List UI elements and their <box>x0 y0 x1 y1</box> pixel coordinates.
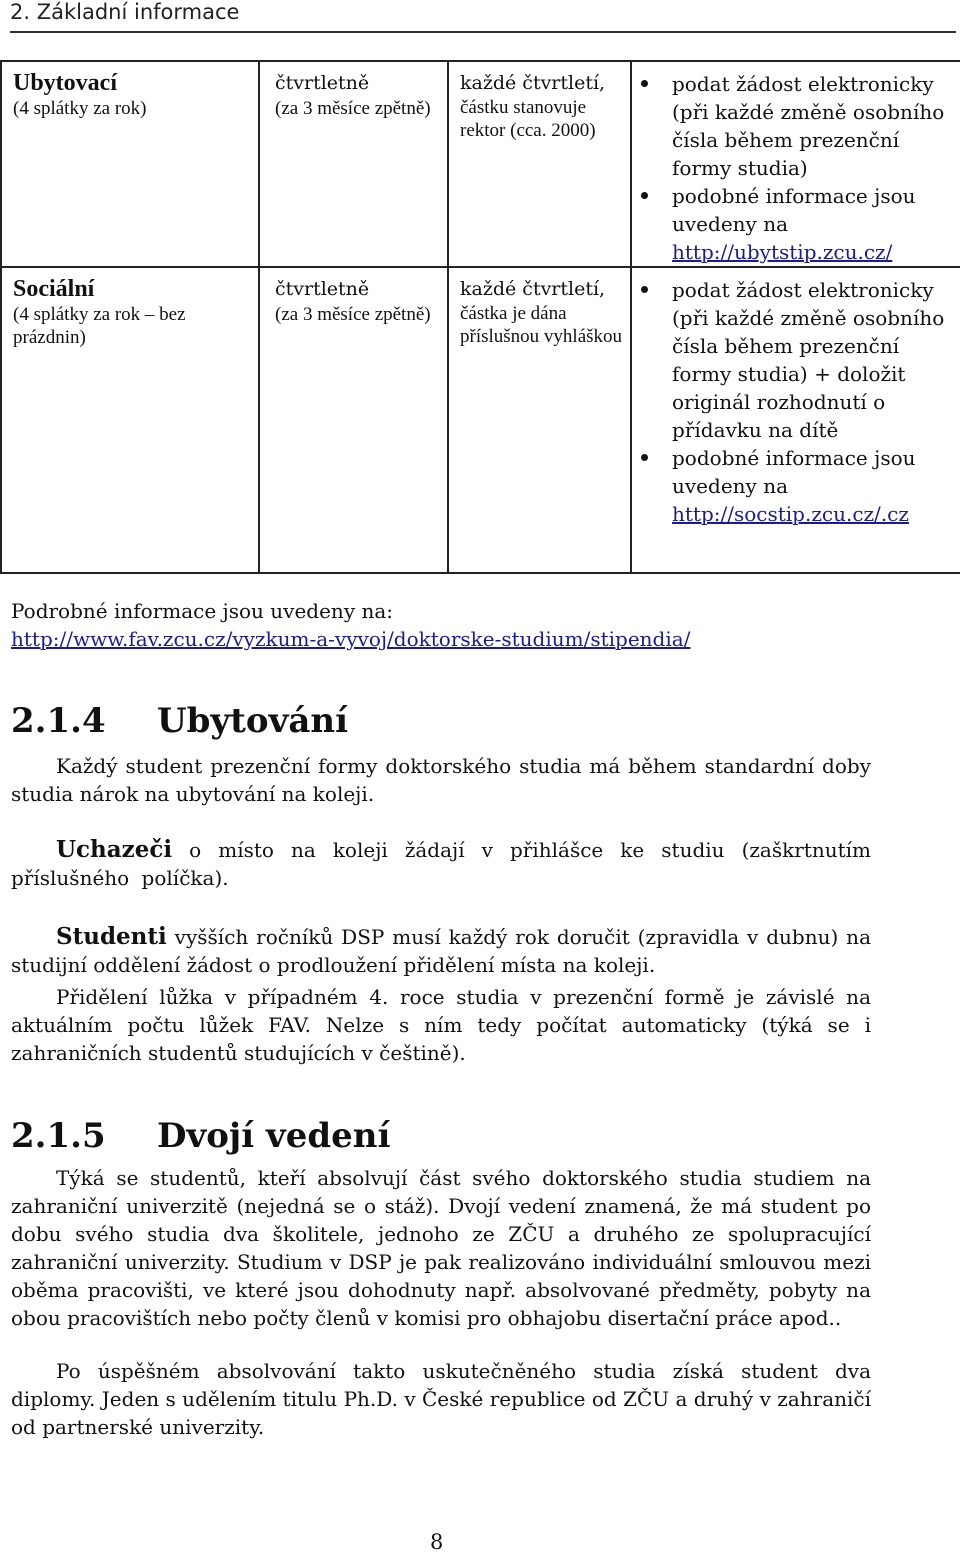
paragraph: Studenti vyšších ročníků DSP musí každý rok doručit (zpravidla v dubnu) na studijní oddělení žádost o prodloužení přidělení místa na koleji. <box>11 923 871 977</box>
frequency-cell <box>259 61 448 267</box>
frequency: čtvrtletně <box>275 278 370 300</box>
emphasis: Studenti <box>56 923 167 950</box>
header-rule <box>10 31 956 33</box>
socstip-link[interactable]: http://socstip.zcu.cz/.cz <box>672 502 909 526</box>
amount-head: každé čtvrtletí, <box>460 72 606 94</box>
amount-cell <box>448 267 631 573</box>
section-heading-dvoji-vedeni <box>11 1116 390 1156</box>
requirement-text: podobné informace jsou uvedeny na <box>672 184 916 236</box>
running-head: 2. Základní informace <box>10 0 240 24</box>
amount-cell <box>448 61 631 267</box>
requirement-text: podat žádost elektronicky (při každé změně osobního čísla během prezenční formy studia) + doložit originál rozhodnutí o přídavku na dítě <box>672 278 945 442</box>
page-number: 8 <box>430 1530 444 1554</box>
bullet-icon <box>641 286 648 293</box>
section-heading-ubytovani <box>11 701 348 741</box>
amount-head: každé čtvrtletí, <box>460 278 606 300</box>
more-info <box>11 597 871 653</box>
list-item <box>632 444 954 528</box>
stipend-name-cell <box>1 61 259 267</box>
requirement-text: podobné informace jsou uvedeny na <box>672 446 916 498</box>
bullet-icon <box>641 454 648 461</box>
section-number: 2.1.4 <box>11 701 106 741</box>
list-item <box>632 182 954 266</box>
bullet-icon <box>641 80 648 87</box>
paragraph: Přidělení lůžka v případném 4. roce studia v prezenční formě je závislé na aktuálním počtu lůžek FAV. Nelze s ním tedy počítat automaticky (týká se i zahraničních studentů studujících v češtině). <box>11 985 871 1065</box>
stipend-name: Ubytovací <box>13 70 117 96</box>
requirement-text: podat žádost elektronicky (při každé změně osobního čísla během prezenční formy studia) <box>672 72 945 180</box>
ubytstip-link[interactable]: http://ubytstip.zcu.cz/ <box>672 240 893 264</box>
stipend-name: Sociální <box>13 276 95 302</box>
list-item <box>632 70 954 182</box>
amount-note: částka je dána příslušnou vyhláškou <box>460 303 623 347</box>
stipend-name-note: (4 splátky za rok) <box>13 98 147 119</box>
more-info-text: Podrobné informace jsou uvedeny na: <box>11 599 394 623</box>
frequency-note: (za 3 měsíce zpětně) <box>275 304 431 325</box>
requirements-list <box>632 70 954 266</box>
emphasis: Uchazeči <box>56 836 173 863</box>
stipendia-link[interactable]: http://www.fav.zcu.cz/vyzkum-a-vyvoj/doktorske-studium/stipendia/ <box>11 627 691 651</box>
requirements-cell <box>631 61 960 267</box>
section-title: Ubytování <box>157 701 348 741</box>
requirements-list <box>632 276 954 528</box>
frequency: čtvrtletně <box>275 72 370 94</box>
stipend-name-note: (4 splátky za rok – bez prázdnin) <box>13 304 186 348</box>
paragraph: Po úspěšném absolvování takto uskutečněného studia získá student dva diplomy. Jeden s udělením titulu Ph.D. v České republice od ZČU a druhý v zahraničí od partnerské univerzity. <box>11 1359 871 1439</box>
stipend-table <box>0 60 960 574</box>
amount-note: částku stanovuje rektor (cca. 2000) <box>460 97 596 141</box>
frequency-note: (za 3 měsíce zpětně) <box>275 98 431 119</box>
paragraph: Každý student prezenční formy doktorského studia má během standardní doby studia nárok na ubytování na koleji. <box>11 754 871 806</box>
frequency-cell <box>259 267 448 573</box>
list-item <box>632 276 954 444</box>
paragraph: Týká se studentů, kteří absolvují část svého doktorského studia studiem na zahraniční univerzitě (nejedná se o stáž). Dvojí vedení znamená, že má student po dobu svého studia dva školitele, jednoho ze ZČU a druhého ze spolupracující zahraniční univerzity. Studium v DSP je pak realizováno individuální smlouvou mezi oběma pracovišti, ve které jsou dohodnuty např. absolvované předměty, pobyty na obou pracovištích nebo počty členů v komisi pro obhajobu disertační práce apod.. <box>11 1166 871 1330</box>
paragraph: Uchazeči o místo na koleji žádají v přihlášce ke studiu (zaškrtnutím příslušného políčka). <box>11 836 871 890</box>
section-title: Dvojí vedení <box>157 1116 391 1156</box>
table-row <box>1 267 960 573</box>
section-number: 2.1.5 <box>11 1116 106 1156</box>
table-row <box>1 61 960 267</box>
bullet-icon <box>641 192 648 199</box>
stipend-name-cell <box>1 267 259 573</box>
requirements-cell <box>631 267 960 573</box>
